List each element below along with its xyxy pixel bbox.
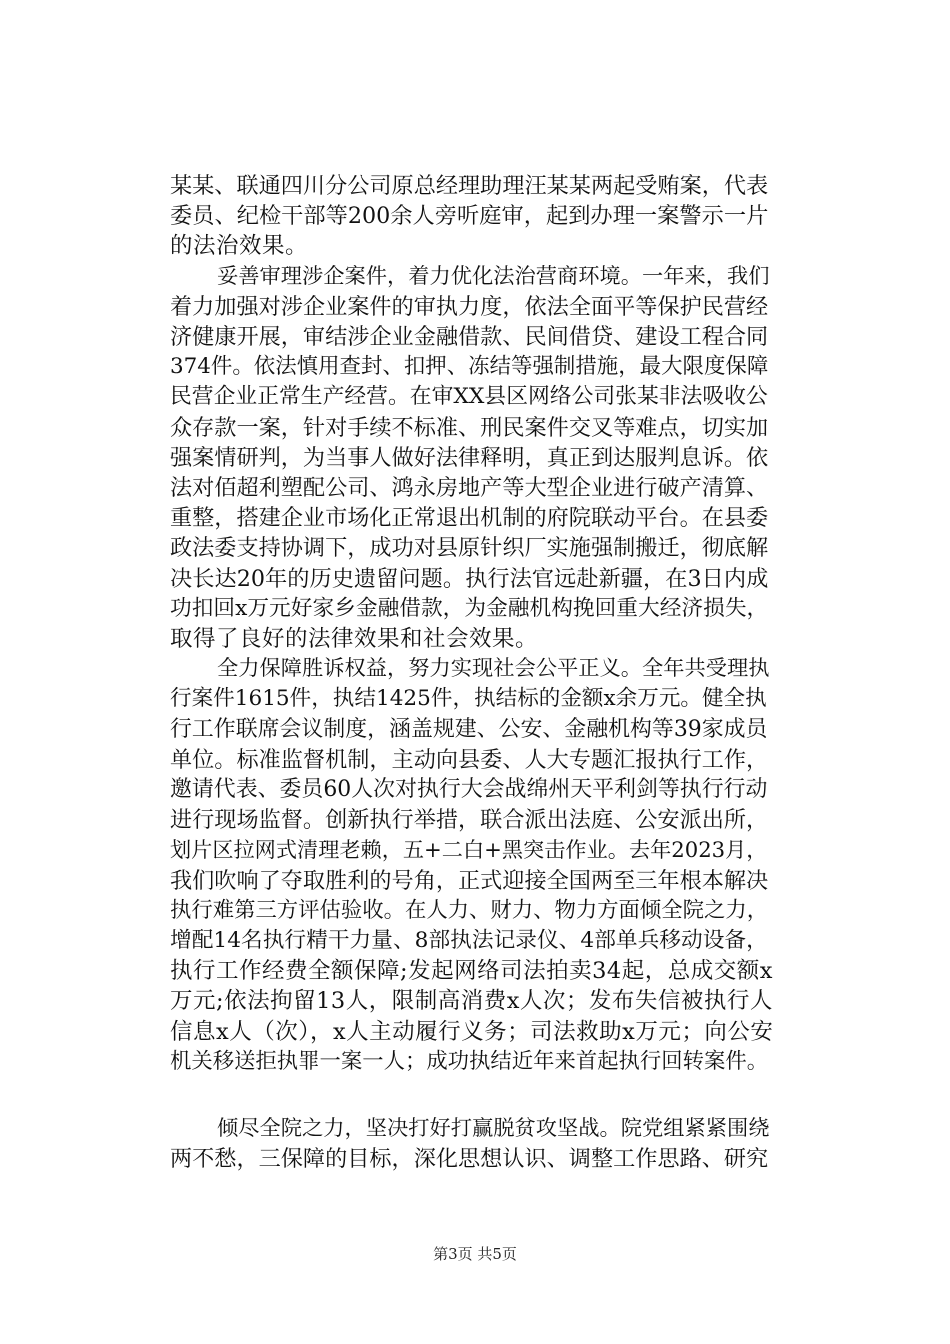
text-line: 众存款一案，针对手续不标准、刑民案件交叉等难点，切实加: [170, 414, 769, 441]
text-line: 增配14名执行精干力量、8部执法记录仪、4部单兵移动设备，: [170, 928, 768, 954]
text-line: 执行难第三方评估验收。在人力、财力、物力方面倾全院之力，: [170, 897, 769, 923]
text-line: 划片区拉网式清理老赖，五+二白+黑突击作业。去年2023月，: [170, 837, 768, 863]
text-line: 某某、联通四川分公司原总经理助理汪某某两起受贿案，代表: [170, 173, 769, 199]
text-line: 单位。标准监督机制，主动向县委、人大专题汇报执行工作，: [170, 746, 769, 773]
text-line: 功扣回x万元好家乡金融借款，为金融机构挽回重大经济损失，: [170, 595, 769, 621]
text-line: 执行工作经费全额保障;发起网络司法拍卖34起，总成交额x: [170, 958, 773, 985]
text-line: 的法治效果。: [170, 233, 309, 260]
text-line: 进行现场监督。创新执行举措，联合派出法庭、公安派出所，: [170, 807, 769, 834]
text-line: 机关移送拒执罪一案一人；成功执结近年来首起执行回转案件。: [170, 1048, 769, 1074]
text-line: 万元;依法拘留13人，限制高消费x人次；发布失信被执行人: [170, 988, 773, 1015]
body-text-block: [170, 171, 785, 1077]
text-line: 重整，搭建企业市场化正常退出机制的府院联动平台。在县委: [170, 505, 769, 532]
paragraph-start-line: 倾尽全院之力，坚决打好打赢脱贫攻坚战。院党组紧紧围绕: [217, 1116, 770, 1141]
text-line: 强案情研判，为当事人做好法律释明，真正到达服判息诉。依: [170, 444, 769, 471]
text-line: 决长达20年的历史遗留问题。执行法官远赴新疆，在3日内成: [170, 565, 769, 592]
text-line: 374件。依法慎用查封、扣押、冻结等强制措施，最大限度保障: [170, 354, 769, 380]
text-line: 我们吹响了夺取胜利的号角，正式迎接全国两至三年根本解决: [170, 867, 769, 894]
text-line: 政法委支持协调下，成功对县原针织厂实施强制搬迁，彻底解: [170, 535, 769, 562]
page-footer: 第3页 共5页: [433, 1245, 517, 1263]
text-line: 行工作联席会议制度，涵盖规建、公安、金融机构等39家成员: [170, 716, 768, 742]
text-line: 着力加强对涉企业案件的审执力度，依法全面平等保护民营经: [170, 293, 769, 320]
text-line: 两不愁，三保障的目标，深化思想认识、调整工作思路、研究: [170, 1146, 769, 1173]
text-line: 行案件1615件，执结1425件，执结标的金额x余万元。健全执: [170, 686, 767, 712]
text-line: 取得了良好的法律效果和社会效果。: [170, 626, 539, 653]
text-line: 法对佰超利塑配公司、鸿永房地产等大型企业进行破产清算、: [170, 475, 769, 502]
paragraph-start-line: 全力保障胜诉权益，努力实现社会公平正义。全年共受理执: [217, 656, 770, 682]
text-line: 信息x人（次），x人主动履行义务；司法救助x万元；向公安: [170, 1018, 774, 1045]
text-line: 济健康开展，审结涉企业金融借款、民间借贷、建设工程合同: [170, 324, 769, 351]
text-line: 民营企业正常生产经营。在审XX县区网络公司张某非法吸收公: [170, 384, 768, 410]
body-text-block: [170, 1114, 785, 1174]
text-line: 邀请代表、委员60人次对执行大会战绵州天平利剑等执行行动: [170, 777, 768, 803]
text-line: 委员、纪检干部等200余人旁听庭审，起到办理一案警示一片: [170, 203, 769, 230]
paragraph-start-line: 妥善审理涉企案件，着力优化法治营商环境。一年来，我们: [217, 263, 770, 289]
